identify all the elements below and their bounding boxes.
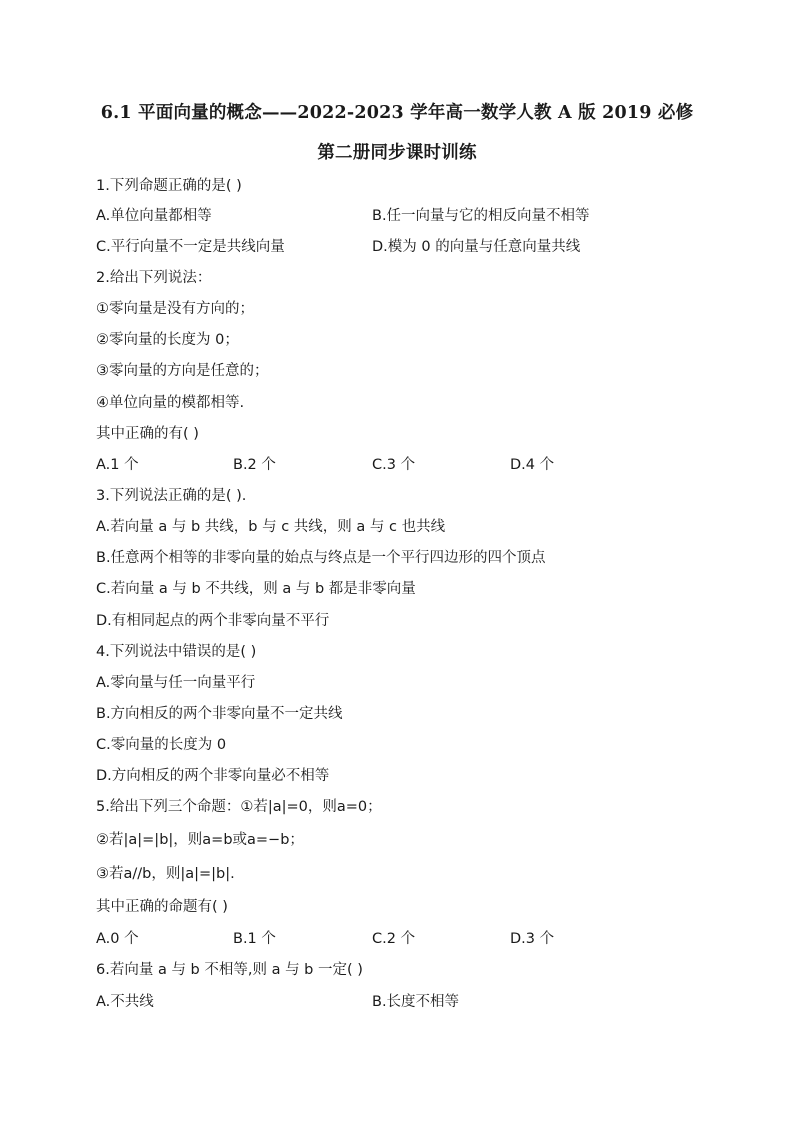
q1-option-c: C.平行向量不一定是共线向量 — [96, 239, 285, 255]
q3-option-d: D.有相同起点的两个非零向量不平行 — [96, 613, 330, 629]
q4-option-d: D.方向相反的两个非零向量必不相等 — [96, 768, 330, 784]
q3-stem: 3.下列说法正确的是( ). — [96, 488, 247, 504]
q2-option-a: A.1 个 — [96, 457, 139, 473]
q3-option-a: A.若向量 a 与 b 共线，b 与 c 共线，则 a 与 c 也共线 — [96, 519, 446, 535]
title-line-2: 第二册同步课时训练 — [317, 143, 477, 163]
q5-option-c: C.2 个 — [372, 931, 416, 947]
q1-stem: 1.下列命题正确的是( ) — [96, 178, 242, 194]
q2-statement-1: ①零向量是没有方向的； — [96, 301, 254, 317]
q1-option-a: A.单位向量都相等 — [96, 208, 212, 224]
q5-option-a: A.0 个 — [96, 931, 139, 947]
title-line-1: 6.1 平面向量的概念——2022-2023 学年高一数学人教 A 版 2019 必修 — [100, 103, 694, 123]
q5-option-d: D.3 个 — [510, 931, 555, 947]
q5-statement-2: ②若|a|=|b|，则a=b或a=−b； — [96, 832, 304, 848]
q2-option-c: C.3 个 — [372, 457, 416, 473]
q2-statement-4: ④单位向量的模都相等. — [96, 395, 245, 411]
q6-option-b: B.长度不相等 — [372, 994, 460, 1010]
q2-statement-3: ③零向量的方向是任意的； — [96, 363, 269, 379]
q4-option-a: A.零向量与任一向量平行 — [96, 675, 256, 691]
q5-option-b: B.1 个 — [233, 931, 276, 947]
q3-option-b: B.任意两个相等的非零向量的始点与终点是一个平行四边形的四个顶点 — [96, 550, 546, 566]
q2-option-b: B.2 个 — [233, 457, 276, 473]
q4-stem: 4.下列说法中错误的是( ) — [96, 644, 257, 660]
q1-option-d: D.模为 0 的向量与任意向量共线 — [372, 239, 581, 255]
q5-ask: 其中正确的命题有( ) — [96, 899, 228, 915]
q5-statement-3: ③若a//b，则|a|=|b|. — [96, 866, 235, 882]
q6-option-a: A.不共线 — [96, 994, 154, 1010]
q4-option-c: C.零向量的长度为 0 — [96, 737, 227, 753]
q2-stem: 2.给出下列说法： — [96, 270, 212, 286]
q2-ask: 其中正确的有( ) — [96, 426, 199, 442]
q3-option-c: C.若向量 a 与 b 不共线，则 a 与 b 都是非零向量 — [96, 581, 416, 597]
q4-option-b: B.方向相反的两个非零向量不一定共线 — [96, 706, 343, 722]
q2-option-d: D.4 个 — [510, 457, 555, 473]
q2-statement-2: ②零向量的长度为 0； — [96, 332, 239, 348]
q1-option-b: B.任一向量与它的相反向量不相等 — [372, 208, 590, 224]
q5-stem: 5.给出下列三个命题：①若|a|=0，则a=0； — [96, 799, 382, 815]
q6-stem: 6.若向量 a 与 b 不相等,则 a 与 b 一定( ) — [96, 962, 363, 978]
